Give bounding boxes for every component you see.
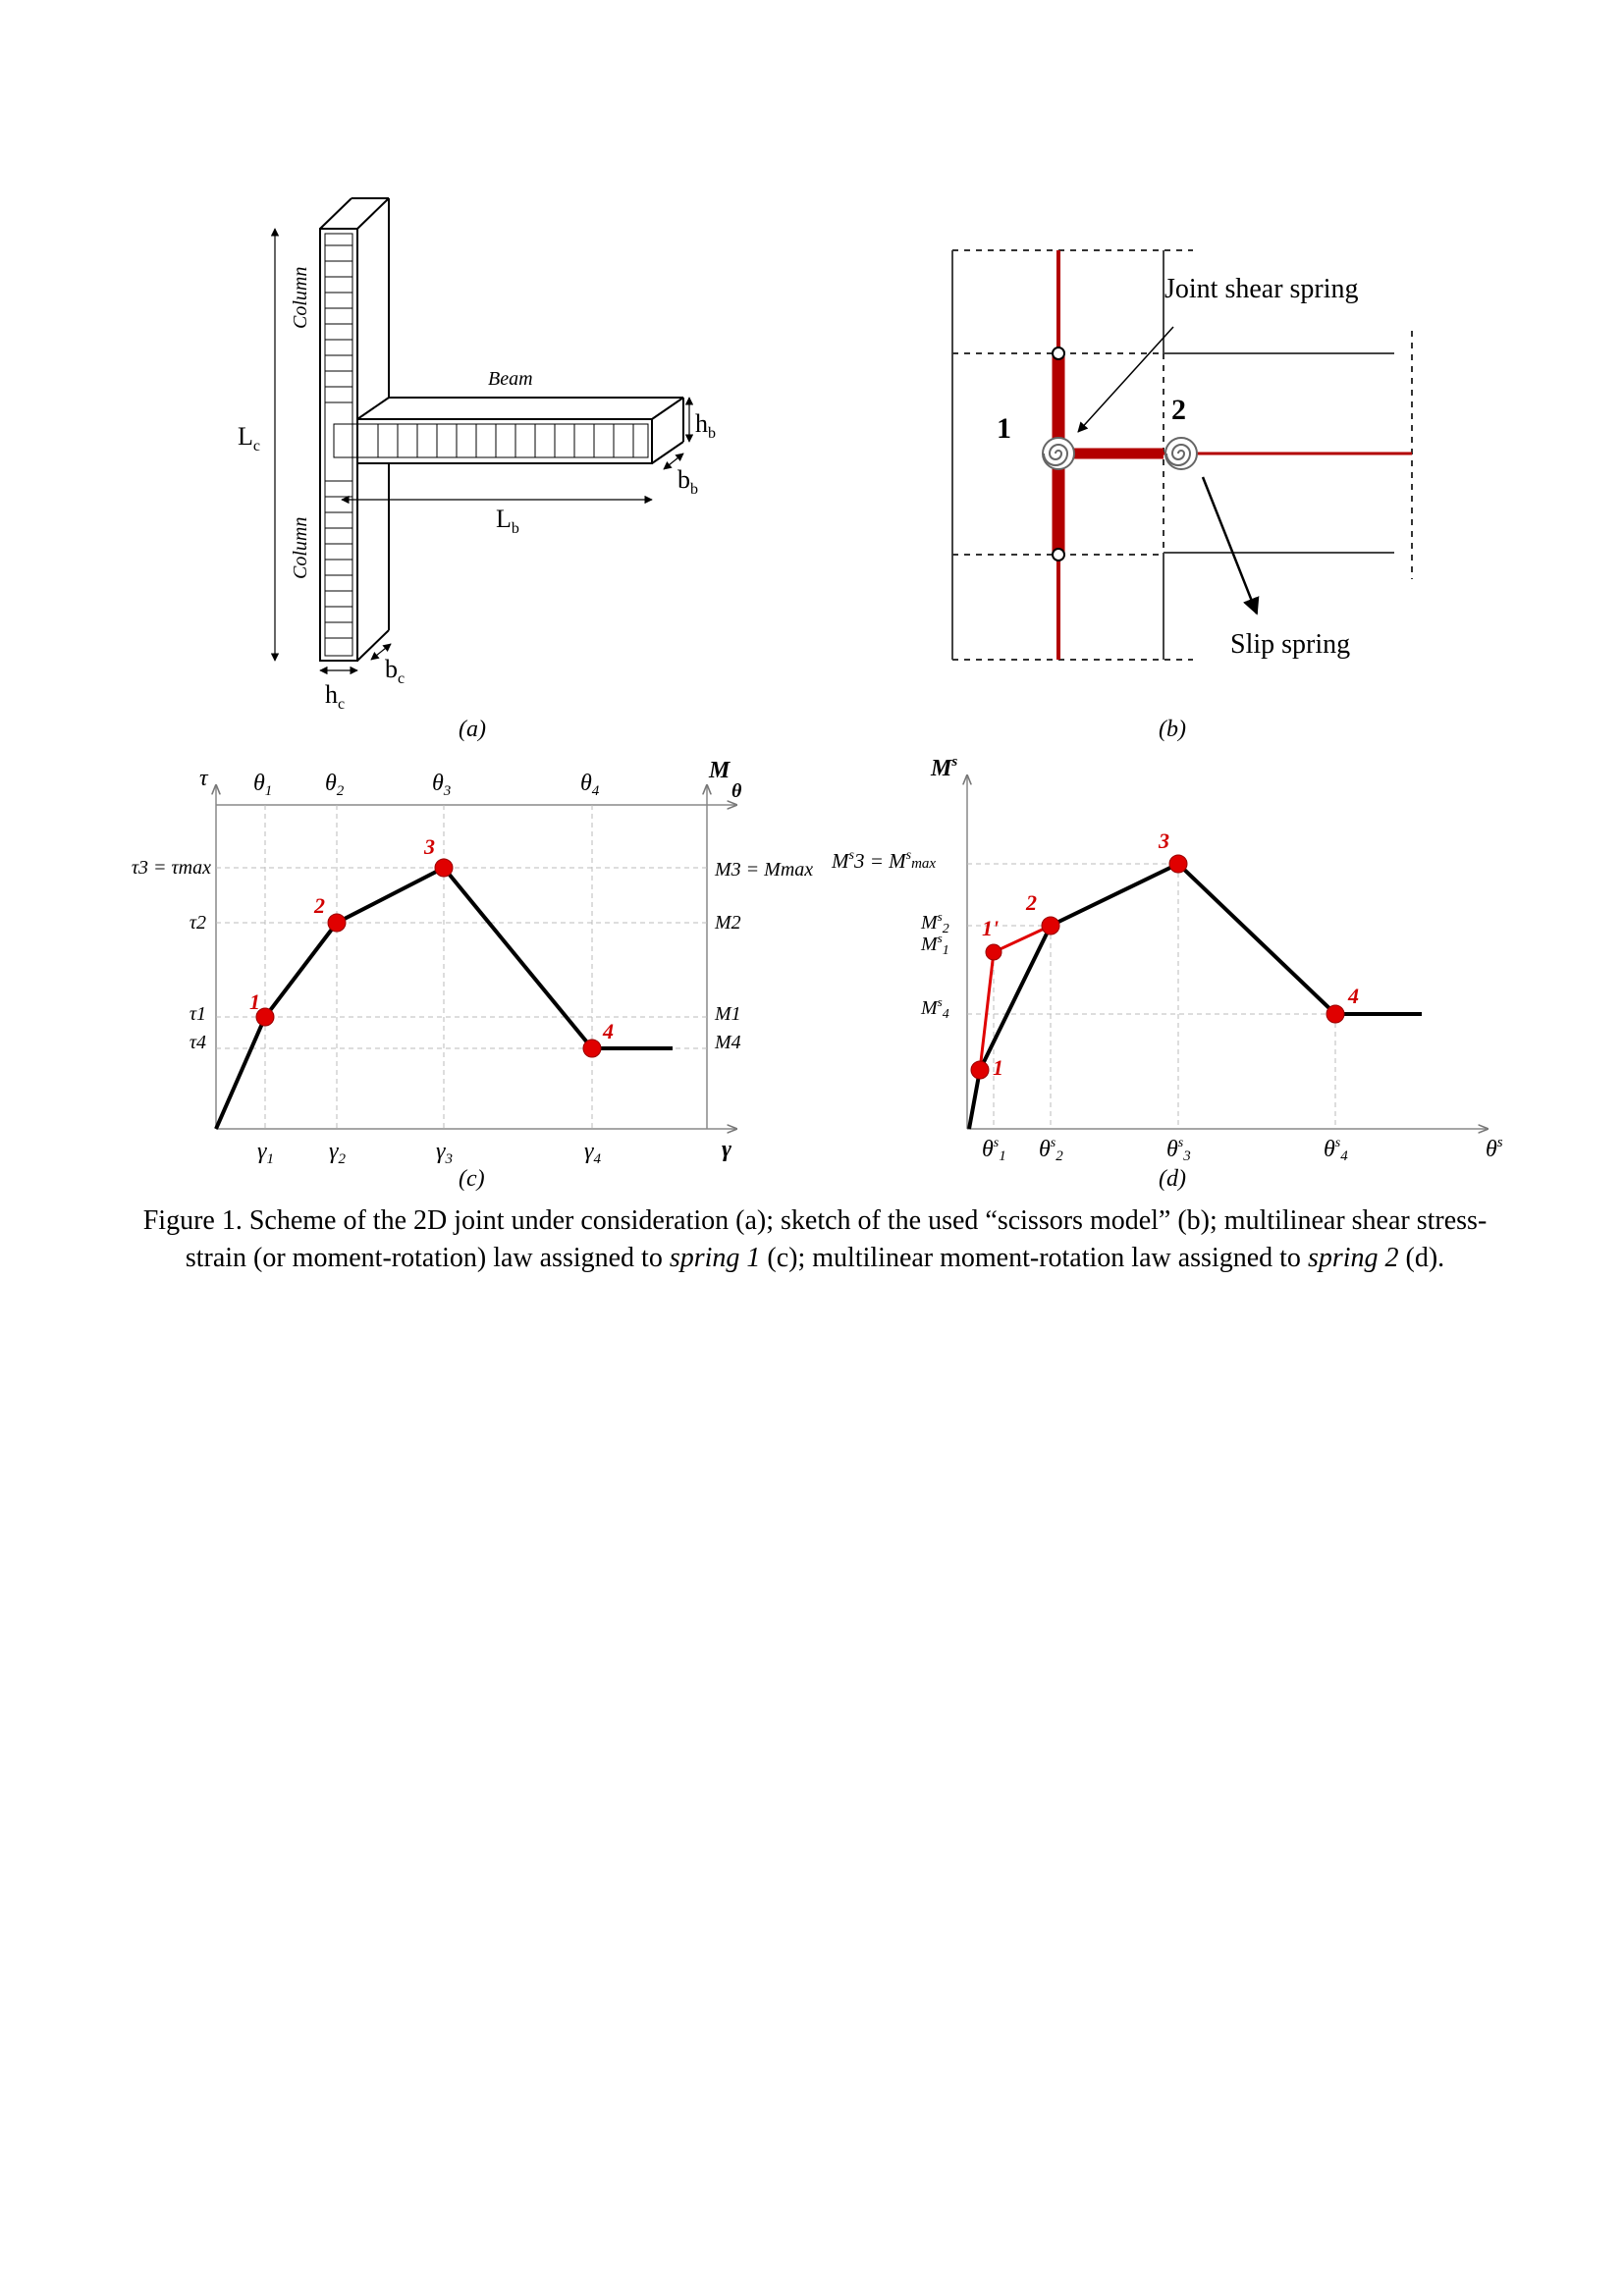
theta-tick-3: $\theta_3$ — [432, 771, 452, 799]
joint-shear-spring-label: Joint shear spring — [1164, 274, 1359, 304]
node-1-label: 1 — [997, 412, 1011, 445]
theta-tick-4: $\theta_4$ — [580, 771, 600, 799]
caption-part-3: (d). — [1398, 1243, 1445, 1273]
gamma-axis-label: γ — [722, 1137, 731, 1162]
theta-s-tick-2: $\theta^s_2$ — [1039, 1136, 1063, 1164]
panel-d-point-1prime — [986, 944, 1001, 960]
panel-b — [952, 250, 1412, 742]
theta-s-axis-label: $\theta^s$ — [1486, 1135, 1503, 1162]
slip-spring-label: Slip spring — [1230, 629, 1351, 660]
ms3-label: $M^s3 = M^s_{max}$ — [832, 848, 937, 873]
ms-axis-label: $M^s$ — [931, 754, 958, 781]
panel-a — [238, 198, 716, 742]
panel-c-label-1: 1 — [249, 989, 260, 1014]
panel-d-label-1: 1 — [993, 1055, 1003, 1080]
ms2-label: $M^s_2$ — [921, 909, 949, 936]
m-label-1: M1 — [715, 1003, 741, 1025]
panel-c-label-4: 4 — [603, 1019, 614, 1043]
panel-c-gridlines — [216, 805, 707, 1129]
caption-spring-2: spring 2 — [1307, 1243, 1399, 1273]
panel-c-label: (c) — [459, 1166, 485, 1192]
panel-c-axes — [216, 785, 736, 1129]
panel-d — [831, 754, 1503, 1192]
panel-c-label-2: 2 — [314, 893, 325, 918]
node-2-label: 2 — [1171, 394, 1186, 426]
beam-sketch — [334, 398, 683, 463]
tau-label-1: τ1 — [189, 1003, 206, 1025]
panel-d-label-3: 3 — [1159, 828, 1169, 853]
panel-c — [132, 758, 813, 1192]
panel-d-label-2: 2 — [1026, 890, 1037, 915]
panel-c-point-3 — [435, 859, 453, 877]
panel-c-label-3: 3 — [424, 834, 435, 859]
m-label-2: M2 — [715, 912, 741, 934]
panel-d-label: (d) — [1159, 1166, 1186, 1192]
panel-d-point-2 — [1042, 917, 1059, 934]
column-top-label: Column — [290, 266, 311, 329]
panel-a-label: (a) — [459, 717, 486, 742]
column-bottom-label: Column — [290, 516, 311, 579]
panel-d-label-4: 4 — [1348, 984, 1359, 1008]
panel-c-point-4 — [583, 1040, 601, 1057]
panel-d-point-3 — [1169, 855, 1187, 873]
panel-d-axes — [967, 775, 1488, 1129]
panel-d-point-4 — [1326, 1005, 1344, 1023]
theta-tick-1: $\theta_1$ — [253, 771, 273, 799]
hc-label: $h_c$ — [325, 680, 346, 713]
theta-axis-label: θ — [731, 780, 742, 802]
hb-label: $h_b$ — [695, 409, 716, 442]
caption-part-2: (c); multilinear moment-rotation law assigned to — [760, 1243, 1308, 1273]
gamma-tick-3: $\gamma_3$ — [436, 1139, 453, 1167]
panel-d-gridlines — [967, 864, 1335, 1129]
figure-caption — [137, 1202, 1492, 1277]
theta-s-tick-3: $\theta^s_3$ — [1166, 1136, 1191, 1164]
gamma-tick-4: $\gamma_4$ — [584, 1139, 601, 1167]
lc-label: $L_c$ — [238, 422, 260, 454]
slip-spring-arrow — [1203, 477, 1257, 614]
theta-s-tick-1: $\theta^s_1$ — [982, 1136, 1006, 1164]
dimension-lines — [275, 229, 689, 670]
hinge-top — [1053, 347, 1064, 359]
red-elements — [1058, 250, 1412, 660]
theta-tick-2: $\theta_2$ — [325, 771, 345, 799]
m-axis-label: M — [709, 758, 731, 783]
bc-label: $b_c$ — [385, 655, 406, 687]
bb-label: $b_b$ — [677, 465, 698, 498]
tau-label-4: τ4 — [189, 1032, 206, 1053]
hinge-bottom — [1053, 549, 1064, 561]
tau-label-2: τ2 — [189, 912, 206, 934]
caption-part-1: Figure 1. Scheme of the 2D joint under consideration (a); sketch of the used “scissors model” (b); multilinear shear stress-strain (or moment-rotation) law assigned to — [142, 1205, 1488, 1273]
beam-label: Beam — [488, 368, 533, 390]
tau-axis-label: τ — [199, 766, 208, 791]
ms4-label: $M^s_4$ — [921, 994, 949, 1022]
theta-s-tick-4: $\theta^s_4$ — [1324, 1136, 1348, 1164]
caption-spring-1: spring 1 — [669, 1243, 761, 1273]
spring-icon-1 — [1043, 438, 1074, 469]
panel-d-point-1 — [971, 1061, 989, 1079]
gamma-tick-2: $\gamma_2$ — [329, 1139, 346, 1167]
ms1-label: $M^s_1$ — [921, 931, 949, 958]
gamma-tick-1: $\gamma_1$ — [257, 1139, 274, 1167]
tau-label-3: τ3 = τmax — [131, 857, 211, 879]
panel-c-point-2 — [328, 914, 346, 932]
m-label-3: M3 = Mmax — [715, 859, 814, 881]
spring-icon-2 — [1165, 438, 1197, 469]
panel-d-label-1prime: 1' — [982, 916, 1000, 940]
lb-label: $L_b$ — [496, 505, 519, 537]
joint-shear-arrow — [1078, 327, 1173, 432]
m-label-4: M4 — [715, 1032, 741, 1053]
panel-b-label: (b) — [1159, 717, 1186, 742]
